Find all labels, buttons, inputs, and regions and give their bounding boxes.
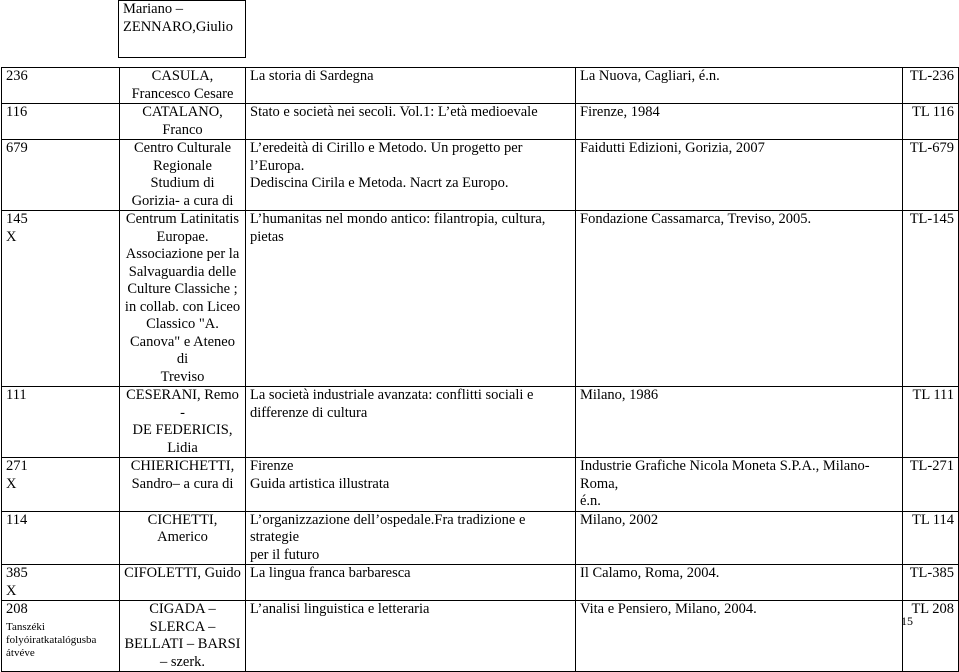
catalog-id-cell [2,68,120,104]
catalog-author-line: in collab. con Liceo [124,298,241,315]
catalog-id-cell [2,565,120,601]
catalog-author-line: CICHETTI, [147,511,218,528]
catalog-code-cell [903,104,959,140]
catalog-title-cell [246,565,576,601]
catalog-id: 111 [6,387,27,403]
catalog-id: 271 [6,458,28,474]
catalog-id-cell [2,511,120,565]
catalog-publisher-cell [576,387,903,458]
catalog-author-line: Studium di [150,175,215,191]
catalog-title-line: Guida artistica illustrata [250,475,390,492]
catalog-author-line: Europae. [156,228,209,245]
catalog-x-mark: X [6,582,17,599]
catalog-author-line: DE FEDERICIS, [132,422,233,438]
catalog-title-line: pietas [250,228,284,245]
catalog-title-line: differenze di cultura [250,404,368,421]
catalog-title-cell [246,511,576,565]
catalog-author-cell [120,104,246,140]
table-row [2,458,959,512]
catalog-title-line: La lingua franca barbaresca [250,565,411,581]
catalog-author-cell [120,565,246,601]
catalog-id: 385 [6,565,28,581]
catalog-code-cell [903,601,959,672]
catalog-author-cell [120,511,246,565]
catalog-publisher-cell [576,104,903,140]
catalog-title-line: Stato e società nei secoli. Vol.1: L’età medioevale [250,104,538,120]
table-row [2,387,959,458]
catalog-publisher-line: Firenze, 1984 [580,104,660,120]
catalog-title-cell [246,387,576,458]
catalog-id-cell [2,104,120,140]
header-line-2: ZENNARO,Giulio [123,18,233,35]
catalog-id-cell [2,387,120,458]
catalog-code: TL 116 [911,104,954,120]
catalog-code-cell [903,211,959,387]
catalog-id: 208 [6,601,28,617]
catalog-publisher-line: Milano, 2002 [580,511,659,528]
catalog-author-line: Centrum Latinitatis [125,211,240,227]
page-number: 15 [901,614,913,628]
catalog-author-line: Francesco Cesare [131,85,234,102]
catalog-x-mark: X [6,475,17,492]
catalog-title-cell [246,140,576,211]
catalog-id: 114 [6,511,28,528]
catalog-author-line: Sandro– a cura di [131,475,234,492]
catalog-code: TL-236 [909,68,954,84]
catalog-code-cell [903,511,959,565]
catalog-author-cell [120,68,246,104]
catalog-code: TL-679 [909,140,954,156]
header-fragment-table [118,0,246,58]
catalog-table [1,67,959,672]
catalog-author-line: Centro Culturale [133,140,232,156]
catalog-code: TL-271 [909,458,954,474]
catalog-author-line: CESERANI, Remo - [126,387,239,421]
table-row [2,565,959,601]
table-row [2,140,959,211]
catalog-publisher-line: Milano, 1986 [580,387,659,403]
table-row [2,601,959,672]
catalog-id: 236 [6,68,28,84]
catalog-author-line: Lidia [167,439,198,456]
catalog-title-line: Firenze [250,458,294,474]
catalog-publisher-line: Industrie Grafiche Nicola Moneta S.P.A., Milano-Roma, [580,458,870,492]
catalog-publisher-line: Fondazione Cassamarca, Treviso, 2005. [580,211,812,227]
header-line-1: Mariano – [123,1,183,17]
catalog-title-line: L’humanitas nel mondo antico: filantropia, cultura, [250,211,546,227]
catalog-publisher-line: é.n. [580,493,601,509]
catalog-author-line: Culture Classiche ; [127,281,238,297]
catalog-title-cell [246,601,576,672]
catalog-publisher-cell [576,565,903,601]
catalog-table-body [2,68,959,672]
catalog-code-cell [903,140,959,211]
catalog-author-cell [120,601,246,672]
catalog-code-cell [903,68,959,104]
catalog-publisher-cell [576,601,903,672]
catalog-publisher-line: La Nuova, Cagliari, é.n. [580,68,720,84]
catalog-id: 116 [6,104,28,120]
table-row [2,104,959,140]
catalog-id-cell [2,458,120,512]
header-fragment-row [119,1,246,58]
catalog-author-line: CASULA, [151,68,214,84]
catalog-code: TL 114 [911,511,954,528]
catalog-publisher-line: Faidutti Edizioni, Gorizia, 2007 [580,140,765,156]
catalog-author-cell [120,211,246,387]
table-row [2,511,959,565]
catalog-x-mark: X [6,228,17,245]
table-row [2,68,959,104]
catalog-publisher-cell [576,140,903,211]
catalog-author-line: Franco [162,121,203,138]
catalog-code-cell [903,387,959,458]
header-fragment-cell [119,1,246,58]
catalog-author-line: CATALANO, [142,104,223,120]
catalog-publisher-cell [576,211,903,387]
catalog-author-cell [120,387,246,458]
catalog-author-cell [120,458,246,512]
catalog-publisher-cell [576,68,903,104]
catalog-publisher-cell [576,511,903,565]
catalog-title-line: Dediscina Cirila e Metoda. Nacrt za Europo. [250,175,509,191]
catalog-author-line: Gorizia- a cura di [131,192,234,209]
catalog-title-cell [246,458,576,512]
table-row [2,211,959,387]
catalog-title-cell [246,68,576,104]
catalog-author-line: Regionale [153,157,212,174]
catalog-author-line: Salvaguardia delle [128,263,237,280]
catalog-author-line: Canova" e Ateneo di [130,333,235,367]
catalog-title-line: La storia di Sardegna [250,68,374,84]
catalog-author-line: Americo [157,529,208,545]
catalog-author-line: CIGADA – [149,601,216,617]
catalog-code: TL-145 [909,211,954,227]
catalog-publisher-line: Il Calamo, Roma, 2004. [580,565,720,581]
catalog-code: TL-385 [909,565,954,581]
catalog-author-line: – szerk. [159,653,206,670]
catalog-code: TL 208 [911,601,954,617]
catalog-author-cell [120,140,246,211]
catalog-title-line: L’analisi linguistica e letteraria [250,601,430,617]
catalog-publisher-cell [576,458,903,512]
catalog-title-cell [246,104,576,140]
catalog-title-cell [246,211,576,387]
catalog-title-line: L’organizzazione dell’ospedale.Fra tradizione e strategie [250,511,526,545]
catalog-author-line: Treviso [160,368,205,385]
catalog-author-line: CHIERICHETTI, [130,458,235,474]
catalog-note: Tanszéki folyóiratkatalógusba átvéve [6,620,97,659]
catalog-author-line: BELLATI – BARSI [124,636,241,652]
catalog-code-cell [903,458,959,512]
catalog-code-cell [903,565,959,601]
catalog-publisher-line: Vita e Pensiero, Milano, 2004. [580,601,757,617]
catalog-title-line: per il futuro [250,546,320,563]
catalog-title-line: La società industriale avanzata: conflitti sociali e [250,387,534,403]
catalog-id-cell [2,140,120,211]
catalog-id: 679 [6,140,28,156]
catalog-id-cell [2,601,120,672]
catalog-author-line: Associazione per la [125,246,240,262]
catalog-author-line: CIFOLETTI, Guido [124,565,241,581]
catalog-id: 145 [6,211,28,227]
catalog-code: TL 111 [912,387,954,403]
catalog-author-line: Classico "A. [146,316,219,332]
catalog-author-line: SLERCA – [149,618,216,635]
catalog-title-line: L’eredeità di Cirillo e Metodo. Un progetto per l’Europa. [250,140,523,174]
catalog-id-cell [2,211,120,387]
